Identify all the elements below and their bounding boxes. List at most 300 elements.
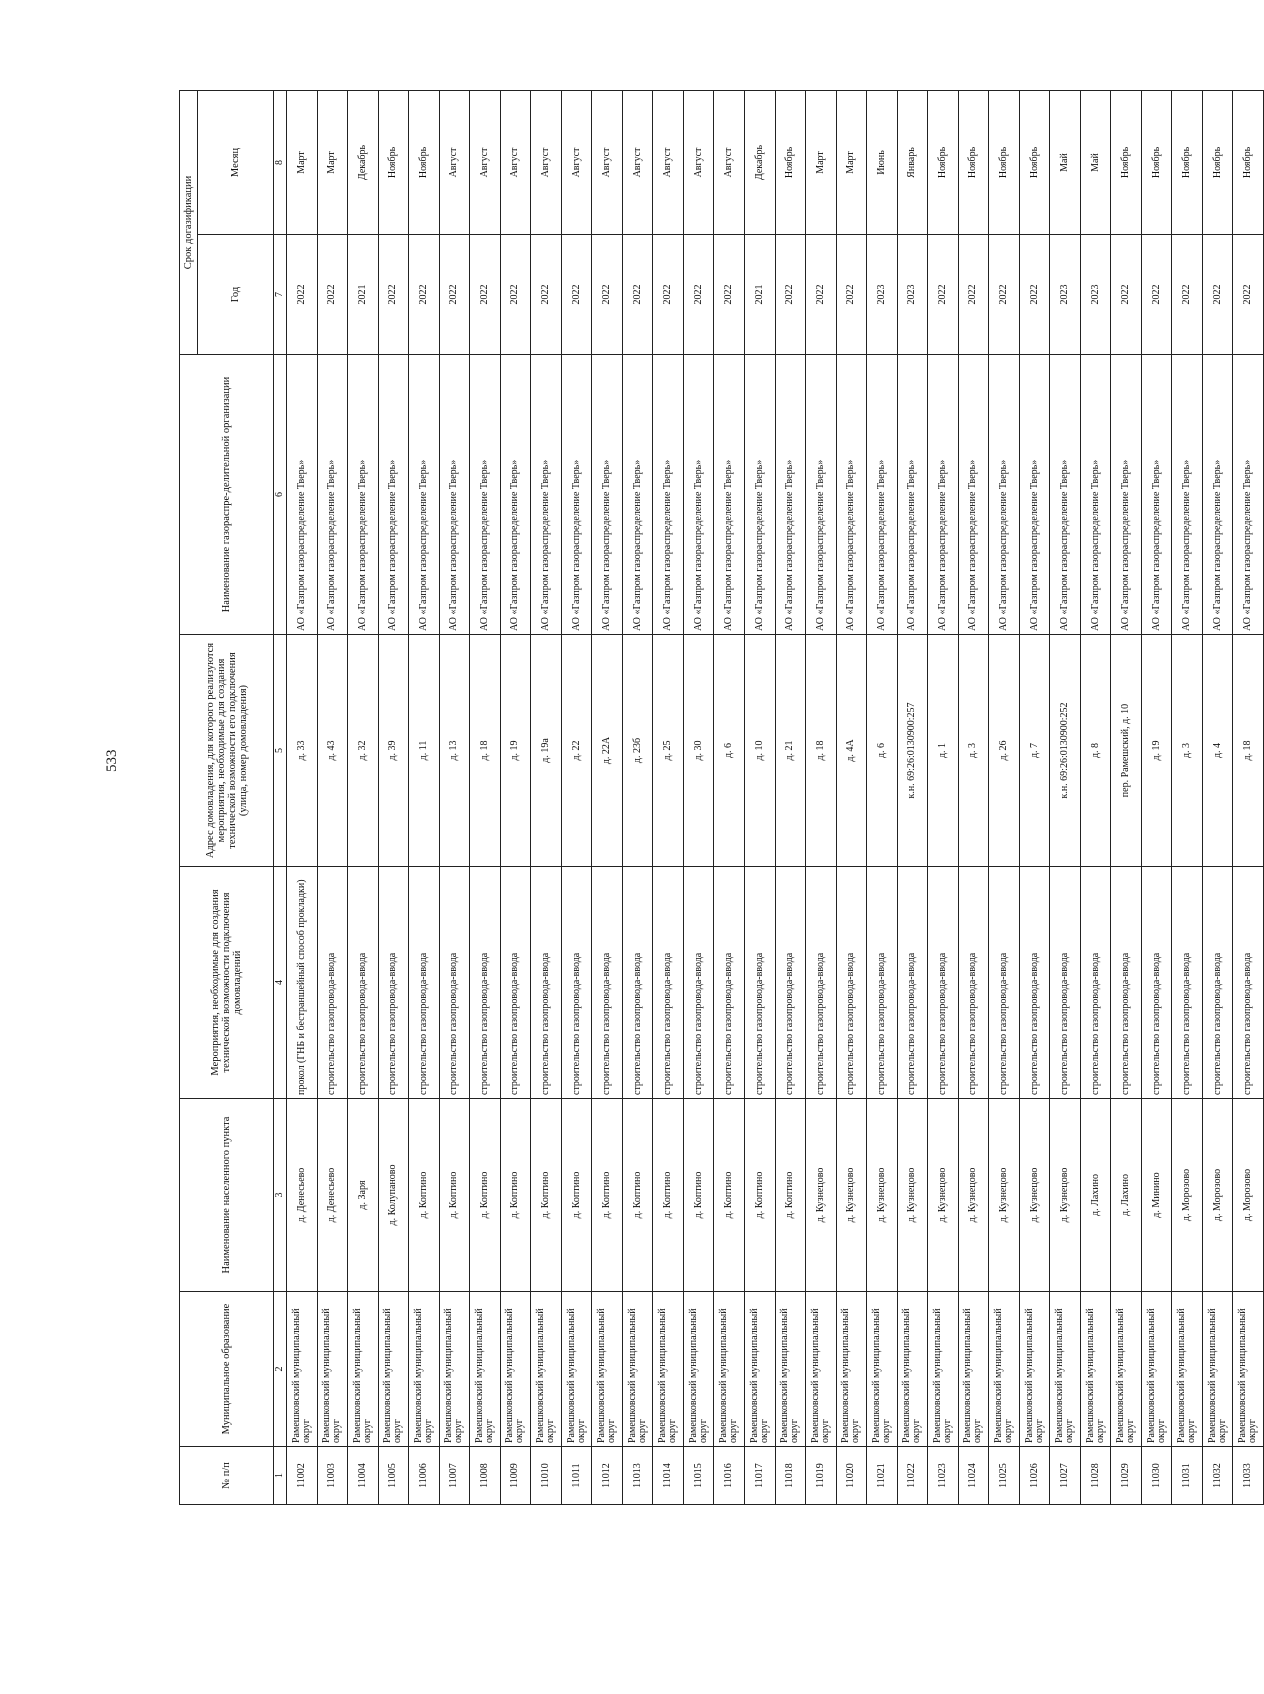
year-cell: 2022 <box>1202 235 1233 355</box>
organization-cell: АО «Газпром газораспределение Тверь» <box>806 355 837 635</box>
municipality-cell: Рамешковский муниципальный округ <box>1019 1292 1050 1447</box>
settlement-cell: д. Денесьево <box>317 1099 348 1292</box>
table-row <box>958 90 989 1504</box>
month-cell: Август <box>653 90 684 234</box>
table-row <box>867 90 898 1504</box>
col-number: 2 <box>274 1292 287 1447</box>
settlement-cell: д. Кузнецово <box>1050 1099 1081 1292</box>
year-cell: 2022 <box>989 235 1020 355</box>
address-cell: д. 8 <box>1080 635 1111 867</box>
table-row <box>714 90 745 1504</box>
settlement-cell: д. Кузнецово <box>897 1099 928 1292</box>
municipality-cell: Рамешковский муниципальный округ <box>836 1292 867 1447</box>
year-cell: 2022 <box>561 235 592 355</box>
table-row <box>622 90 653 1504</box>
year-cell: 2023 <box>867 235 898 355</box>
measures-cell: строительство газопровода-ввода <box>928 867 959 1099</box>
header-year: Год <box>198 235 274 355</box>
address-cell: д. 3 <box>1172 635 1203 867</box>
settlement-cell: д. Кузнецово <box>1019 1099 1050 1292</box>
organization-cell: АО «Газпром газораспределение Тверь» <box>1111 355 1142 635</box>
municipality-cell: Рамешковский муниципальный округ <box>470 1292 501 1447</box>
organization-cell: АО «Газпром газораспределение Тверь» <box>592 355 623 635</box>
municipality-cell: Рамешковский муниципальный округ <box>317 1292 348 1447</box>
gasification-table-container <box>179 91 1264 1505</box>
year-cell: 2022 <box>409 235 440 355</box>
year-cell: 2022 <box>1141 235 1172 355</box>
settlement-cell: д. Кузнецово <box>989 1099 1020 1292</box>
month-cell: Январь <box>897 90 928 234</box>
organization-cell: АО «Газпром газораспределение Тверь» <box>897 355 928 635</box>
table-row <box>775 90 806 1504</box>
organization-cell: АО «Газпром газораспределение Тверь» <box>1172 355 1203 635</box>
address-cell: д. 25 <box>653 635 684 867</box>
settlement-cell: д. Кузнецово <box>806 1099 837 1292</box>
header-address: Адрес домовладения, для которого реализуются мероприятия, необходимые для создания технической возможности его подключения (улица, номер домовладения) <box>180 635 274 867</box>
organization-cell: АО «Газпром газораспределение Тверь» <box>1080 355 1111 635</box>
address-cell: д. 18 <box>806 635 837 867</box>
organization-cell: АО «Газпром газораспределение Тверь» <box>1050 355 1081 635</box>
organization-cell: АО «Газпром газораспределение Тверь» <box>348 355 379 635</box>
address-cell: д. 33 <box>287 635 318 867</box>
municipality-cell: Рамешковский муниципальный округ <box>653 1292 684 1447</box>
settlement-cell: д. Коптино <box>439 1099 470 1292</box>
month-cell: Август <box>683 90 714 234</box>
table-row <box>470 90 501 1504</box>
col-number: 6 <box>274 355 287 635</box>
measures-cell: строительство газопровода-ввода <box>653 867 684 1099</box>
address-cell: д. 4 <box>1202 635 1233 867</box>
row-number: 11010 <box>531 1447 562 1505</box>
settlement-cell: д. Кузнецово <box>867 1099 898 1292</box>
measures-cell: строительство газопровода-ввода <box>348 867 379 1099</box>
settlement-cell: д. Лахино <box>1111 1099 1142 1292</box>
settlement-cell: д. Морозово <box>1233 1099 1264 1292</box>
address-cell: д. 3 <box>958 635 989 867</box>
row-number: 11009 <box>500 1447 531 1505</box>
settlement-cell: д. Коптино <box>744 1099 775 1292</box>
month-cell: Ноябрь <box>1202 90 1233 234</box>
municipality-cell: Рамешковский муниципальный округ <box>806 1292 837 1447</box>
row-number: 11019 <box>806 1447 837 1505</box>
year-cell: 2022 <box>317 235 348 355</box>
year-cell: 2023 <box>897 235 928 355</box>
municipality-cell: Рамешковский муниципальный округ <box>744 1292 775 1447</box>
row-number: 11020 <box>836 1447 867 1505</box>
address-cell: пер. Рамешский, д. 10 <box>1111 635 1142 867</box>
settlement-cell: д. Лахино <box>1080 1099 1111 1292</box>
settlement-cell: д. Кузнецово <box>958 1099 989 1292</box>
address-cell: д. 23б <box>622 635 653 867</box>
organization-cell: АО «Газпром газораспределение Тверь» <box>1141 355 1172 635</box>
year-cell: 2022 <box>928 235 959 355</box>
address-cell: д. 19а <box>531 635 562 867</box>
row-number: 11007 <box>439 1447 470 1505</box>
measures-cell: прокол (ГНБ и бестраншейный способ прокладки) <box>287 867 318 1099</box>
organization-cell: АО «Газпром газораспределение Тверь» <box>958 355 989 635</box>
municipality-cell: Рамешковский муниципальный округ <box>348 1292 379 1447</box>
measures-cell: строительство газопровода-ввода <box>439 867 470 1099</box>
table-row <box>1050 90 1081 1504</box>
address-cell: д. 18 <box>470 635 501 867</box>
row-number: 11021 <box>867 1447 898 1505</box>
measures-cell: строительство газопровода-ввода <box>775 867 806 1099</box>
measures-cell: строительство газопровода-ввода <box>1172 867 1203 1099</box>
address-cell: д. 26 <box>989 635 1020 867</box>
settlement-cell: д. Морозово <box>1202 1099 1233 1292</box>
organization-cell: АО «Газпром газораспределение Тверь» <box>531 355 562 635</box>
municipality-cell: Рамешковский муниципальный округ <box>714 1292 745 1447</box>
table-body <box>287 90 1264 1504</box>
address-cell: д. 32 <box>348 635 379 867</box>
month-cell: Май <box>1080 90 1111 234</box>
measures-cell: строительство газопровода-ввода <box>1111 867 1142 1099</box>
year-cell: 2022 <box>683 235 714 355</box>
table-row <box>1080 90 1111 1504</box>
address-cell: д. 30 <box>683 635 714 867</box>
gasification-table <box>179 90 1264 1505</box>
month-cell: Ноябрь <box>1233 90 1264 234</box>
table-row <box>989 90 1020 1504</box>
organization-cell: АО «Газпром газораспределение Тверь» <box>836 355 867 635</box>
settlement-cell: д. Кузнецово <box>836 1099 867 1292</box>
month-cell: Ноябрь <box>378 90 409 234</box>
address-cell: д. 6 <box>714 635 745 867</box>
month-cell: Август <box>622 90 653 234</box>
header-term: Срок догазификации <box>180 90 198 354</box>
organization-cell: АО «Газпром газораспределение Тверь» <box>561 355 592 635</box>
municipality-cell: Рамешковский муниципальный округ <box>1233 1292 1264 1447</box>
measures-cell: строительство газопровода-ввода <box>378 867 409 1099</box>
table-row <box>836 90 867 1504</box>
month-cell: Ноябрь <box>1172 90 1203 234</box>
measures-cell: строительство газопровода-ввода <box>836 867 867 1099</box>
settlement-cell: д. Коптино <box>470 1099 501 1292</box>
municipality-cell: Рамешковский муниципальный округ <box>592 1292 623 1447</box>
municipality-cell: Рамешковский муниципальный округ <box>531 1292 562 1447</box>
organization-cell: АО «Газпром газораспределение Тверь» <box>989 355 1020 635</box>
month-cell: Август <box>531 90 562 234</box>
municipality-cell: Рамешковский муниципальный округ <box>683 1292 714 1447</box>
measures-cell: строительство газопровода-ввода <box>1202 867 1233 1099</box>
measures-cell: строительство газопровода-ввода <box>1141 867 1172 1099</box>
settlement-cell: д. Коптино <box>622 1099 653 1292</box>
municipality-cell: Рамешковский муниципальный округ <box>958 1292 989 1447</box>
row-number: 11017 <box>744 1447 775 1505</box>
month-cell: Ноябрь <box>989 90 1020 234</box>
municipality-cell: Рамешковский муниципальный округ <box>1172 1292 1203 1447</box>
measures-cell: строительство газопровода-ввода <box>806 867 837 1099</box>
organization-cell: АО «Газпром газораспределение Тверь» <box>470 355 501 635</box>
row-number: 11005 <box>378 1447 409 1505</box>
month-cell: Август <box>500 90 531 234</box>
address-cell: д. 1 <box>928 635 959 867</box>
municipality-cell: Рамешковский муниципальный округ <box>867 1292 898 1447</box>
row-number: 11031 <box>1172 1447 1203 1505</box>
measures-cell: строительство газопровода-ввода <box>592 867 623 1099</box>
address-cell: д. 4А <box>836 635 867 867</box>
month-cell: Май <box>1050 90 1081 234</box>
year-cell: 2021 <box>744 235 775 355</box>
year-cell: 2022 <box>1233 235 1264 355</box>
address-cell: д. 6 <box>867 635 898 867</box>
settlement-cell: д. Коптино <box>683 1099 714 1292</box>
year-cell: 2023 <box>1080 235 1111 355</box>
row-number: 11012 <box>592 1447 623 1505</box>
month-cell: Март <box>317 90 348 234</box>
measures-cell: строительство газопровода-ввода <box>622 867 653 1099</box>
table-row <box>928 90 959 1504</box>
table-row <box>561 90 592 1504</box>
organization-cell: АО «Газпром газораспределение Тверь» <box>378 355 409 635</box>
table-row <box>531 90 562 1504</box>
municipality-cell: Рамешковский муниципальный округ <box>622 1292 653 1447</box>
table-row <box>500 90 531 1504</box>
address-cell: д. 13 <box>439 635 470 867</box>
measures-cell: строительство газопровода-ввода <box>500 867 531 1099</box>
row-number: 11004 <box>348 1447 379 1505</box>
column-number-row <box>274 90 287 1504</box>
table-row <box>683 90 714 1504</box>
row-number: 11016 <box>714 1447 745 1505</box>
col-number: 3 <box>274 1099 287 1292</box>
col-number: 5 <box>274 635 287 867</box>
organization-cell: АО «Газпром газораспределение Тверь» <box>928 355 959 635</box>
measures-cell: строительство газопровода-ввода <box>897 867 928 1099</box>
address-cell: к.н. 69:26:0130900:257 <box>897 635 928 867</box>
municipality-cell: Рамешковский муниципальный округ <box>1080 1292 1111 1447</box>
settlement-cell: д. Коптино <box>592 1099 623 1292</box>
month-cell: Ноябрь <box>928 90 959 234</box>
table-row <box>1111 90 1142 1504</box>
measures-cell: строительство газопровода-ввода <box>470 867 501 1099</box>
address-cell: д. 18 <box>1233 635 1264 867</box>
table-row <box>1172 90 1203 1504</box>
table-row <box>897 90 928 1504</box>
organization-cell: АО «Газпром газораспределение Тверь» <box>683 355 714 635</box>
settlement-cell: д. Коптино <box>531 1099 562 1292</box>
row-number: 11024 <box>958 1447 989 1505</box>
address-cell: д. 19 <box>500 635 531 867</box>
address-cell: д. 7 <box>1019 635 1050 867</box>
year-cell: 2022 <box>653 235 684 355</box>
municipality-cell: Рамешковский муниципальный округ <box>928 1292 959 1447</box>
organization-cell: АО «Газпром газораспределение Тверь» <box>622 355 653 635</box>
settlement-cell: д. Заря <box>348 1099 379 1292</box>
col-number: 4 <box>274 867 287 1099</box>
row-number: 11027 <box>1050 1447 1081 1505</box>
measures-cell: строительство газопровода-ввода <box>683 867 714 1099</box>
year-cell: 2022 <box>531 235 562 355</box>
year-cell: 2022 <box>806 235 837 355</box>
year-cell: 2022 <box>1172 235 1203 355</box>
settlement-cell: д. Колупаново <box>378 1099 409 1292</box>
table-row <box>592 90 623 1504</box>
municipality-cell: Рамешковский муниципальный округ <box>439 1292 470 1447</box>
settlement-cell: д. Морозово <box>1172 1099 1203 1292</box>
year-cell: 2022 <box>622 235 653 355</box>
address-cell: к.н. 69:26:0130900:252 <box>1050 635 1081 867</box>
municipality-cell: Рамешковский муниципальный округ <box>775 1292 806 1447</box>
row-number: 11033 <box>1233 1447 1264 1505</box>
municipality-cell: Рамешковский муниципальный округ <box>561 1292 592 1447</box>
header-municipality: Муниципальное образование <box>180 1292 274 1447</box>
settlement-cell: д. Коптино <box>561 1099 592 1292</box>
month-cell: Ноябрь <box>958 90 989 234</box>
settlement-cell: д. Коптино <box>714 1099 745 1292</box>
month-cell: Август <box>439 90 470 234</box>
measures-cell: строительство газопровода-ввода <box>531 867 562 1099</box>
settlement-cell: д. Коптино <box>409 1099 440 1292</box>
year-cell: 2022 <box>287 235 318 355</box>
measures-cell: строительство газопровода-ввода <box>561 867 592 1099</box>
header-month: Месяц <box>198 90 274 234</box>
organization-cell: АО «Газпром газораспределение Тверь» <box>867 355 898 635</box>
measures-cell: строительство газопровода-ввода <box>1050 867 1081 1099</box>
municipality-cell: Рамешковский муниципальный округ <box>1050 1292 1081 1447</box>
row-number: 11014 <box>653 1447 684 1505</box>
organization-cell: АО «Газпром газораспределение Тверь» <box>744 355 775 635</box>
table-row <box>348 90 379 1504</box>
row-number: 11026 <box>1019 1447 1050 1505</box>
year-cell: 2022 <box>378 235 409 355</box>
month-cell: Март <box>806 90 837 234</box>
row-number: 11025 <box>989 1447 1020 1505</box>
header-organization: Наименование газораспре-делительной организации <box>180 355 274 635</box>
year-cell: 2022 <box>714 235 745 355</box>
municipality-cell: Рамешковский муниципальный округ <box>1141 1292 1172 1447</box>
municipality-cell: Рамешковский муниципальный округ <box>989 1292 1020 1447</box>
row-number: 11013 <box>622 1447 653 1505</box>
organization-cell: АО «Газпром газораспределение Тверь» <box>1202 355 1233 635</box>
year-cell: 2023 <box>1050 235 1081 355</box>
year-cell: 2022 <box>775 235 806 355</box>
month-cell: Июнь <box>867 90 898 234</box>
year-cell: 2022 <box>836 235 867 355</box>
page-number: 533 <box>104 749 120 772</box>
row-number: 11018 <box>775 1447 806 1505</box>
municipality-cell: Рамешковский муниципальный округ <box>1202 1292 1233 1447</box>
month-cell: Март <box>836 90 867 234</box>
month-cell: Декабрь <box>348 90 379 234</box>
address-cell: д. 11 <box>409 635 440 867</box>
organization-cell: АО «Газпром газораспределение Тверь» <box>1233 355 1264 635</box>
month-cell: Ноябрь <box>1141 90 1172 234</box>
measures-cell: строительство газопровода-ввода <box>409 867 440 1099</box>
col-number: 1 <box>274 1447 287 1505</box>
col-number: 7 <box>274 235 287 355</box>
municipality-cell: Рамешковский муниципальный округ <box>409 1292 440 1447</box>
municipality-cell: Рамешковский муниципальный округ <box>500 1292 531 1447</box>
row-number: 11015 <box>683 1447 714 1505</box>
table-row <box>439 90 470 1504</box>
table-row <box>1141 90 1172 1504</box>
address-cell: д. 22 <box>561 635 592 867</box>
address-cell: д. 39 <box>378 635 409 867</box>
year-cell: 2022 <box>1019 235 1050 355</box>
table-row <box>1233 90 1264 1504</box>
header-no: № п/п <box>180 1447 274 1505</box>
month-cell: Ноябрь <box>409 90 440 234</box>
settlement-cell: д. Коптино <box>775 1099 806 1292</box>
month-cell: Март <box>287 90 318 234</box>
municipality-cell: Рамешковский муниципальный округ <box>287 1292 318 1447</box>
organization-cell: АО «Газпром газораспределение Тверь» <box>500 355 531 635</box>
year-cell: 2022 <box>1111 235 1142 355</box>
organization-cell: АО «Газпром газораспределение Тверь» <box>439 355 470 635</box>
address-cell: д. 21 <box>775 635 806 867</box>
month-cell: Август <box>714 90 745 234</box>
measures-cell: строительство газопровода-ввода <box>1080 867 1111 1099</box>
row-number: 11011 <box>561 1447 592 1505</box>
row-number: 11022 <box>897 1447 928 1505</box>
table-row <box>317 90 348 1504</box>
municipality-cell: Рамешковский муниципальный округ <box>378 1292 409 1447</box>
settlement-cell: д. Минино <box>1141 1099 1172 1292</box>
settlement-cell: д. Денесьево <box>287 1099 318 1292</box>
measures-cell: строительство газопровода-ввода <box>1233 867 1264 1099</box>
col-number: 8 <box>274 90 287 234</box>
table-row <box>1202 90 1233 1504</box>
row-number: 11002 <box>287 1447 318 1505</box>
row-number: 11029 <box>1111 1447 1142 1505</box>
header-measures: Мероприятия, необходимые для создания технической возможности подключения домовладений <box>180 867 274 1099</box>
table-row <box>653 90 684 1504</box>
row-number: 11006 <box>409 1447 440 1505</box>
organization-cell: АО «Газпром газораспределение Тверь» <box>317 355 348 635</box>
year-cell: 2021 <box>348 235 379 355</box>
table-row <box>806 90 837 1504</box>
organization-cell: АО «Газпром газораспределение Тверь» <box>409 355 440 635</box>
settlement-cell: д. Коптино <box>653 1099 684 1292</box>
table-row <box>744 90 775 1504</box>
year-cell: 2022 <box>470 235 501 355</box>
row-number: 11008 <box>470 1447 501 1505</box>
row-number: 11030 <box>1141 1447 1172 1505</box>
row-number: 11028 <box>1080 1447 1111 1505</box>
address-cell: д. 43 <box>317 635 348 867</box>
table-row <box>409 90 440 1504</box>
organization-cell: АО «Газпром газораспределение Тверь» <box>1019 355 1050 635</box>
month-cell: Август <box>470 90 501 234</box>
table-row <box>378 90 409 1504</box>
row-number: 11023 <box>928 1447 959 1505</box>
year-cell: 2022 <box>958 235 989 355</box>
measures-cell: строительство газопровода-ввода <box>1019 867 1050 1099</box>
month-cell: Ноябрь <box>1019 90 1050 234</box>
address-cell: д. 22А <box>592 635 623 867</box>
settlement-cell: д. Кузнецово <box>928 1099 959 1292</box>
municipality-cell: Рамешковский муниципальный округ <box>897 1292 928 1447</box>
month-cell: Август <box>592 90 623 234</box>
measures-cell: строительство газопровода-ввода <box>317 867 348 1099</box>
header-settlement: Наименование населенного пункта <box>180 1099 274 1292</box>
month-cell: Август <box>561 90 592 234</box>
municipality-cell: Рамешковский муниципальный округ <box>1111 1292 1142 1447</box>
organization-cell: АО «Газпром газораспределение Тверь» <box>653 355 684 635</box>
measures-cell: строительство газопровода-ввода <box>714 867 745 1099</box>
year-cell: 2022 <box>500 235 531 355</box>
row-number: 11003 <box>317 1447 348 1505</box>
measures-cell: строительство газопровода-ввода <box>989 867 1020 1099</box>
organization-cell: АО «Газпром газораспределение Тверь» <box>287 355 318 635</box>
month-cell: Ноябрь <box>775 90 806 234</box>
organization-cell: АО «Газпром газораспределение Тверь» <box>714 355 745 635</box>
organization-cell: АО «Газпром газораспределение Тверь» <box>775 355 806 635</box>
address-cell: д. 10 <box>744 635 775 867</box>
settlement-cell: д. Коптино <box>500 1099 531 1292</box>
measures-cell: строительство газопровода-ввода <box>867 867 898 1099</box>
